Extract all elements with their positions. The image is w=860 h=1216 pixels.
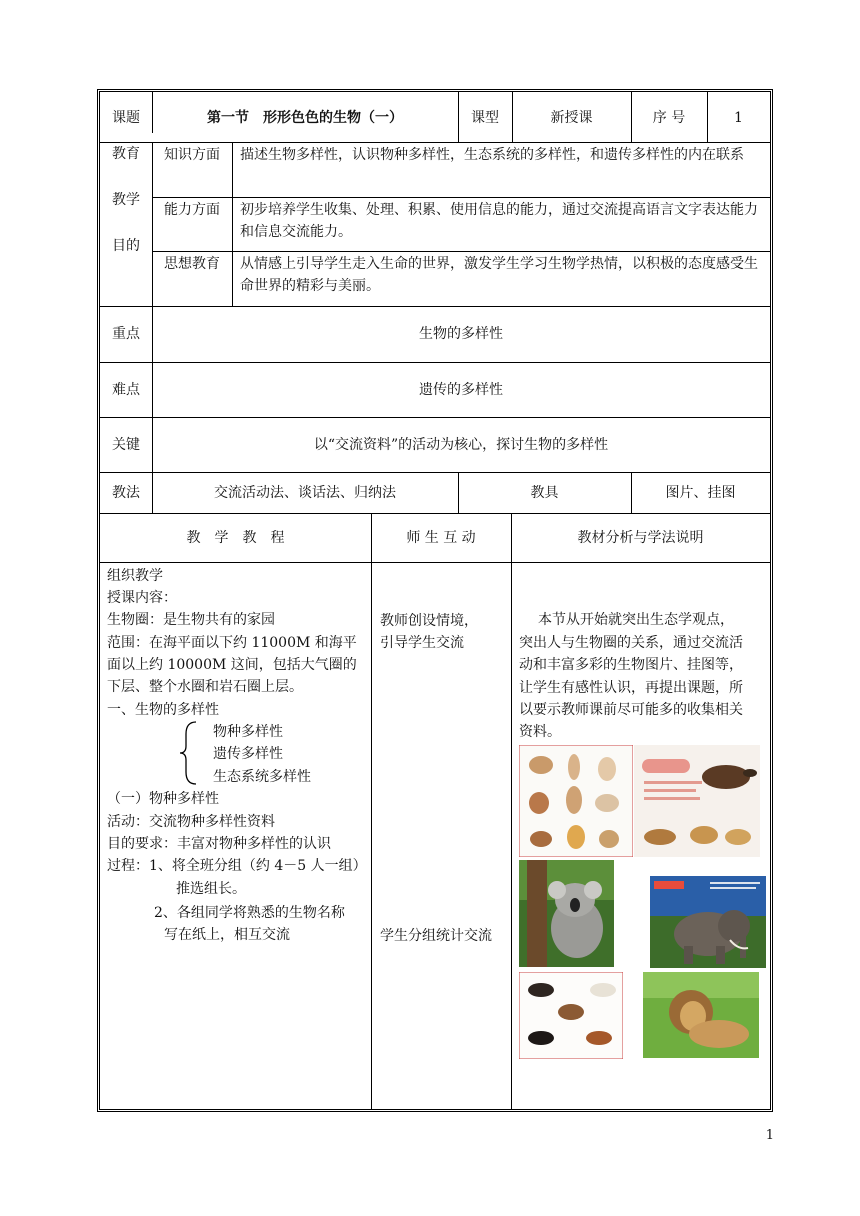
elephant-image: [650, 876, 766, 968]
methods: 交流活动法、谈话法、归纳法: [214, 485, 396, 501]
number-label: 序 号: [652, 110, 686, 126]
process-line: 过程：1、将全班分组（约 4－5 人一组）: [107, 858, 367, 874]
process-line: 一、生物的多样性: [107, 702, 219, 718]
row-rule: [100, 513, 770, 514]
col-rule: [232, 142, 233, 306]
lion-image: [643, 972, 759, 1058]
difficulty-label: 难点: [112, 382, 140, 398]
lesson-title: 第一节 形形色色的生物（一）: [207, 110, 403, 126]
process-line: （一）物种多样性: [107, 791, 219, 807]
page-number: 1: [765, 1128, 774, 1143]
process-line: 目的要求：丰富对物种多样性的认识: [107, 836, 331, 852]
analysis-line: 资料。: [519, 724, 561, 740]
analysis-line: 让学生有感性认识，再提出课题，所: [519, 680, 743, 696]
aspect-ability: 能力方面: [164, 202, 220, 218]
process-line: 生物圈：是生物共有的家园: [107, 612, 275, 628]
row-rule: [100, 142, 770, 143]
interaction-line: 引导学生交流: [380, 635, 464, 651]
row-rule: [100, 362, 770, 363]
objectives-label-1: 教育: [112, 146, 140, 162]
lesson-type: 新授课: [550, 110, 593, 126]
topic-label: 课题: [112, 110, 140, 126]
process-line: 推选组长。: [176, 881, 246, 897]
type-label: 课型: [471, 110, 499, 126]
horses-image: [519, 972, 623, 1059]
process-line: 2、各组同学将熟悉的生物名称: [154, 905, 345, 921]
aspect-knowledge: 知识方面: [164, 147, 220, 163]
process-line: 组织教学: [107, 568, 163, 584]
objective-attitude: 从情感上引导学生走入生命的世界，激发学生学习生物学热情，以积极的态度感受生命世界的精彩与美丽。: [240, 256, 758, 294]
key: 以“交流资料”的活动为核心，探讨生物的多样性: [313, 437, 609, 453]
col-rule: [511, 513, 512, 1109]
tools: 图片、挂图: [665, 485, 736, 501]
objective-ability: 初步培养学生收集、处理、积累、使用信息的能力，通过交流提高语言文字表达能力和信息交流能力。: [240, 202, 758, 240]
process-line: 活动：交流物种多样性资料: [107, 814, 275, 830]
key-point: 生物的多样性: [419, 326, 503, 342]
analysis-line: 突出人与生物圈的关系，通过交流活: [519, 635, 743, 651]
process-line: 写在纸上，相互交流: [164, 927, 290, 943]
column-process: 教 学 教 程: [186, 530, 285, 546]
objective-knowledge: 描述生物多样性，认识物种多样性，生态系统的多样性，和遗传多样性的内在联系: [240, 147, 744, 163]
key-point-label: 重点: [112, 326, 140, 342]
column-interaction: 师 生 互 动: [406, 530, 476, 546]
process-line: 范围：在海平面以下约 11000M 和海平: [107, 635, 357, 651]
objectives-label-2: 教学: [112, 192, 140, 208]
analysis-line: 本节从开始就突出生态学观点，: [538, 612, 734, 628]
process-line: 面以上约 10000M 这间，包括大气圈的: [107, 657, 357, 673]
shells-image: [519, 745, 633, 857]
diversity-ecosystem: 生态系统多样性: [213, 769, 311, 785]
interaction-line: 教师创设情境，: [380, 613, 478, 629]
analysis-line: 以要示教师课前尽可能多的收集相关: [519, 702, 743, 718]
methods-label: 教法: [112, 485, 140, 501]
aspect-attitude: 思想教育: [164, 256, 220, 272]
interaction-line: 学生分组统计交流: [380, 928, 492, 944]
diversity-genetic: 遗传多样性: [213, 746, 283, 762]
process-line: 授课内容：: [107, 590, 177, 606]
row-rule: [100, 472, 770, 473]
row-rule: [100, 306, 770, 307]
row-rule: [152, 251, 770, 252]
row-rule: [152, 197, 770, 198]
analysis-line: 动和丰富多彩的生物图片、挂图等，: [519, 657, 743, 673]
diversity-species: 物种多样性: [213, 724, 283, 740]
row-rule: [100, 562, 770, 563]
col-rule: [371, 513, 372, 1109]
process-line: 下层、整个水圈和岩石圈上层。: [107, 679, 303, 695]
difficulty: 遗传的多样性: [419, 382, 503, 398]
lesson-number: 1: [734, 110, 743, 126]
column-analysis: 教材分析与学法说明: [577, 530, 704, 546]
key-label: 关键: [112, 437, 140, 453]
tools-label: 教具: [530, 485, 559, 501]
platypus-image: [634, 745, 760, 857]
row-rule: [100, 417, 770, 418]
objectives-label-3: 目的: [112, 238, 140, 254]
koala-image: [519, 860, 614, 967]
brace-icon: [178, 720, 198, 786]
